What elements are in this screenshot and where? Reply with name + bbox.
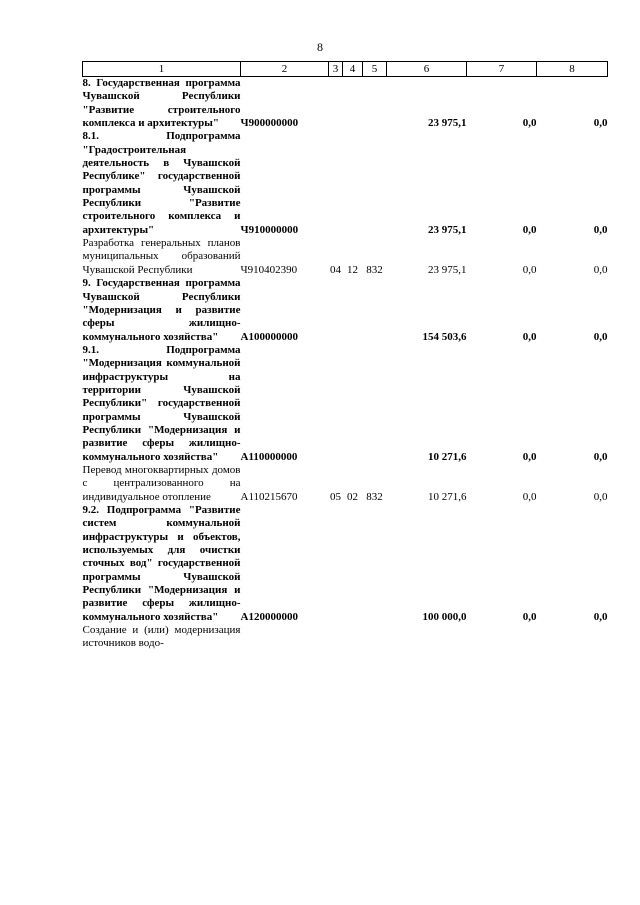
row-col8: 0,0 [593,223,608,236]
row-amount: 10 271,6 [428,450,467,463]
row-amount: 154 503,6 [422,330,467,343]
row-target-code: Ч910402390 [240,263,298,276]
row-target-code: А110000000 [240,450,298,463]
row-name: 9.1. Подпрограмма "Модернизация коммунальной инфраструктуры на территории Чувашской Республики" государственной программы Чувашской Республики "Модернизация и развитие сферы жилищно-коммунального хозяйства" [82,343,241,463]
row-subsection [343,77,363,131]
header-row [83,62,608,77]
row-col8: 0,0 [593,450,608,463]
row-section [329,504,343,624]
table-row [83,624,608,651]
row-target-code: Ч910000000 [240,223,299,236]
header-cell-2: 2 [241,62,329,77]
row-target-code: А120000000 [240,610,298,623]
row-col8: 0,0 [593,330,608,343]
row-subsection [343,504,363,624]
row-name: 9. Государственная программа Чувашской Республики "Модернизация и развитие сферы жилищно-коммунального хозяйства" [82,277,241,343]
page-number: 8 [317,40,323,54]
row-target-code: Ч900000000 [240,117,299,130]
row-section: 05 [330,490,341,503]
header-cell-4: 4 [343,62,363,77]
row-col8: 0,0 [593,490,608,503]
header-cell-8: 8 [537,62,608,77]
row-subsection: 12 [347,263,358,276]
row-name: 8. Государственная программа Чувашской Республики "Развитие строительного комплекса и архитектуры" [82,77,241,130]
row-col8: 0,0 [593,610,608,623]
row-col8: 0,0 [593,263,608,276]
row-col7: 0,0 [522,490,537,503]
row-expense-type [363,344,387,464]
row-expense-type [363,130,387,237]
table-row [83,344,608,464]
row-amount: 23 975,1 [428,117,467,130]
row-expense-type [363,277,387,344]
row-name: Перевод многоквартирных домов с централизованного на индивидуальное отопление [82,463,241,503]
row-expense-type [363,504,387,624]
row-name: 8.1. Подпрограмма "Градостроительная деятельность в Чувашской Республике" государственной программы Чувашской Республики "Развитие строительного комплекса и архитектуры" [82,130,241,236]
row-target-code: А100000000 [240,330,298,343]
row-amount: 23 975,1 [428,263,467,276]
header-cell-1: 1 [83,62,241,77]
table-row [83,130,608,237]
header-cell-5: 5 [363,62,387,77]
row-name: 9.2. Подпрограмма "Развитие систем коммунальной инфраструктуры и объектов, используемых для очистки сточных вод" государственной программы Чувашской Республики "Модернизация и развитие сферы жилищно-коммунального хозяйства" [82,504,241,623]
table-row [83,464,608,504]
row-amount: 10 271,6 [428,490,467,503]
row-section [329,77,343,131]
table-row [83,504,608,624]
row-col7: 0,0 [522,223,537,236]
row-subsection [343,130,363,237]
row-col7: 0,0 [522,450,537,463]
row-col7: 0,0 [522,263,537,276]
table-row [83,277,608,344]
row-col8: 0,0 [593,117,608,130]
header-cell-7: 7 [467,62,537,77]
row-name: Создание и (или) модернизация источников водо- [82,624,241,650]
row-expense-type [363,77,387,131]
row-section: 04 [330,263,341,276]
header-cell-6: 6 [387,62,467,77]
row-col7: 0,0 [522,330,537,343]
row-col7: 0,0 [522,117,537,130]
budget-table [82,61,608,651]
row-name: Разработка генеральных планов муниципальных образований Чувашской Республики [82,237,241,276]
row-target-code: А110215670 [240,490,298,503]
row-amount: 100 000,0 [422,610,467,623]
row-section [329,277,343,344]
table-row [83,77,608,131]
row-subsection [343,277,363,344]
row-expense-type: 832 [366,263,383,276]
row-amount: 23 975,1 [428,223,467,236]
row-section [329,130,343,237]
table-row [83,237,608,277]
row-col7: 0,0 [522,610,537,623]
header-cell-3: 3 [329,62,343,77]
row-expense-type: 832 [366,490,383,503]
row-subsection: 02 [347,490,358,503]
row-section [329,344,343,464]
row-subsection [343,344,363,464]
